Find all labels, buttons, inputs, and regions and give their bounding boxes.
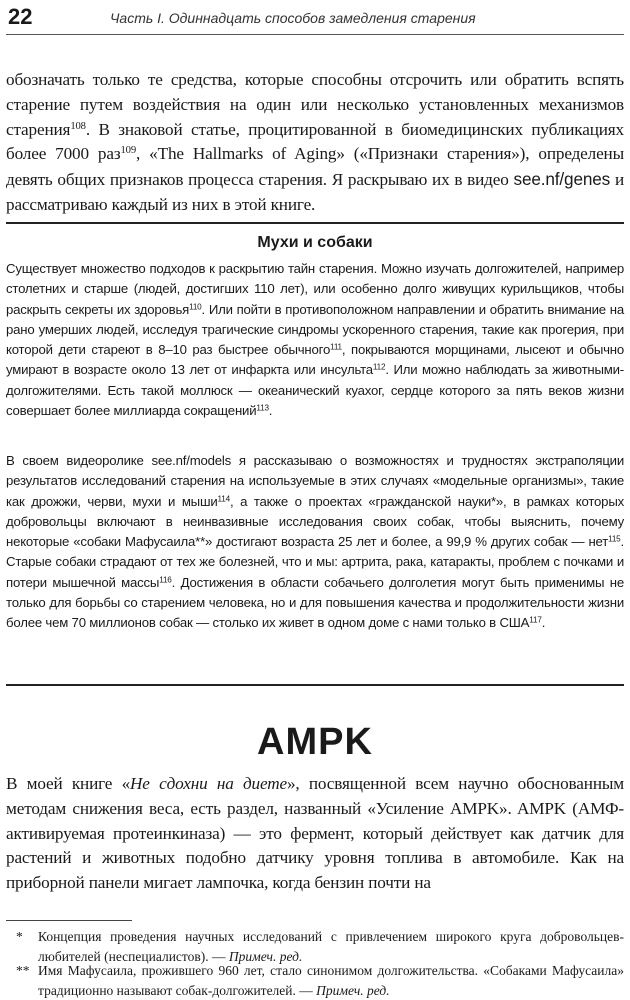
box-bottom-rule bbox=[6, 684, 624, 686]
footnote-ref[interactable]: 113 bbox=[256, 403, 269, 413]
footnote-divider bbox=[6, 920, 132, 921]
footnote-ref[interactable]: 109 bbox=[120, 145, 137, 157]
footnote-ref[interactable]: 110 bbox=[189, 302, 202, 312]
section-title: AMPK bbox=[257, 721, 373, 763]
footnote-ref[interactable]: 116 bbox=[159, 575, 172, 585]
footnote-1: * Концепция проведения научных исследований с привлечением широкого круга добровольцев-любителей (неспециалистов). — Примеч. ред. bbox=[16, 929, 624, 964]
footnote-ref[interactable]: 111 bbox=[330, 342, 342, 352]
footnote-ref[interactable]: 114 bbox=[217, 494, 230, 504]
box-title: Мухи и собаки bbox=[257, 234, 373, 251]
box-paragraph-1: Существует множество подходов к раскрытию тайн старения. Можно изучать долгожителей, например столетних и старше (людей, достигших 110 лет), или особенно долго живущих курильщиков, чтобы раскрыть секреты их здоровья$^{110}$. Или пойти в противоположном направлении и обратить внимание на рано умерших людей, исследуя трагические синдромы ускоренного старения, такие как прогерия, при которой дети стареют в 8–10 раз быстрее обычного$^{111}$, покрываются морщинами, лысеют и обычно умирают в возрасте около 13 лет от инфаркта или инсульта$^{112}$. Или можно наблюдать за животными-долгожителями. Есть такой моллюск — океанический куахог, сердце которого за пять веков жизни совершает более миллиарда сокращений$^{113}$. bbox=[6, 261, 625, 419]
book-title: Не сдохни на диете bbox=[130, 774, 287, 793]
section-paragraph: В моей книге «Не сдохни на диете», посвященной всем научно обоснованным методам снижения веса, есть раздел, названный «Усиление AMPK». AMPK (АМФ-активируемая протеинкиназа) — это фермент, который действует как датчик для растений и животных подобно датчику уровня топлива в автомобиле. Как на приборной панели мигает лампочка, когда бензин почти на bbox=[6, 774, 624, 893]
footnote-mark: * bbox=[16, 929, 23, 944]
footnote-ref[interactable]: 115 bbox=[608, 534, 621, 544]
page-number: 22 bbox=[8, 4, 33, 29]
running-title: Часть I. Одиннадцать способов замедления старения bbox=[110, 10, 476, 26]
intro-paragraph: обозначать только те средства, которые способны отсрочить или обратить вспять старение путем воздействия на один или несколько установленных механизмов старения$^{108}$. В знаковой статье, процитированной в биомедицинских публикациях более 7000 раз$^{109}$, «The Hallmarks of Aging» («Признаки старения»), определены девять общих признаков процесса старения. Я раскрываю их в видео see.nf/genes и рассматриваю каждый из них в этой книге. bbox=[6, 70, 625, 214]
box-top-rule bbox=[6, 222, 624, 224]
box-paragraph-2: В своем видеоролике see.nf/models я рассказываю о возможностях и трудностях экстраполяции результатов исследований старения на используемые в этих случаях «модельные организмы», такие как дрожжи, черви, мухи и мыши$^{114}$, а также о проектах «гражданской науки*», в рамках которых добровольцы включают в неинвазивные исследования своих собак, чтобы выяснить, почему некоторые «собаки Мафусаила**» достигают возраста 25 лет и более, а 99,9 % других собак — нет$^{115}$. Старые собаки страдают от тех же болезней, что и мы: артрита, рака, катаракты, проблем с почками и потери мышечной массы$^{116}$. Достижения в области собачьего долголетия могут быть применимы не только для борьбы со старением человека, но и для повышения качества и продолжительности жизни более чем 70 миллионов собак — столько их живет в одном доме с нами только в США$^{117}$. bbox=[6, 453, 625, 631]
running-header bbox=[6, 4, 624, 35]
footnote-mark: ** bbox=[16, 963, 30, 978]
footnote-ref[interactable]: 108 bbox=[70, 120, 86, 132]
footnote-ref[interactable]: 117 bbox=[529, 615, 542, 625]
footnote-ref[interactable]: 112 bbox=[372, 362, 386, 372]
video-link-genes[interactable]: see.nf/genes bbox=[513, 169, 611, 190]
footnote-2: ** Имя Мафусаила, прожившего 960 лет, стало синонимом долгожительства. «Собаками Мафусаила» традиционно называют собак-долгожителей. — Примеч. ред. bbox=[16, 963, 624, 998]
video-link-models[interactable]: see.nf/models bbox=[151, 453, 231, 468]
